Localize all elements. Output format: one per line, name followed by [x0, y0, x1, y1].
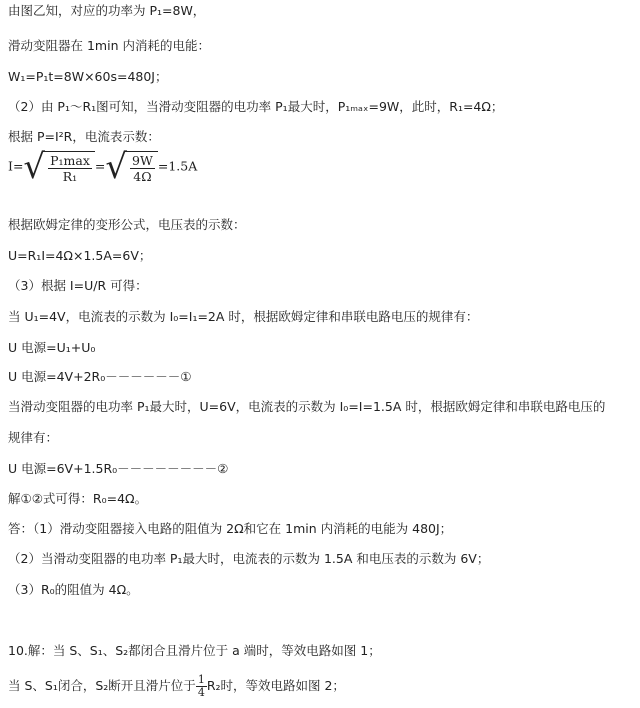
- text-line-6: 根据欧姆定律的变形公式，电压表的示数：: [8, 217, 246, 232]
- sqrt-sign-1: √: [23, 147, 46, 187]
- quarter-den: 4: [197, 686, 205, 699]
- text-line-13: 规律有：: [8, 430, 59, 445]
- text-line-20-part-a: 当 S、S₁闭合，S₂断开且滑片位于: [8, 678, 196, 693]
- formula-num-2: 9W: [132, 152, 153, 168]
- text-line-5: 根据 P=I²R，电流表示数：: [8, 129, 160, 144]
- text-line-14: U 电源=6V+1.5R₀－－－－－－－－②: [8, 461, 229, 476]
- text-line-20-part-b: R₂时，等效电路如图 2；: [206, 678, 345, 693]
- sqrt-sign-2: √: [105, 147, 128, 187]
- formula-den-2: 4Ω: [133, 168, 152, 184]
- formula-den-1: R₁: [62, 168, 78, 184]
- text-line-19: 10.解：当 S、S₁、S₂都闭合且滑片位于 a 端时，等效电路如图 1；: [8, 643, 381, 658]
- current-formula: [8, 147, 198, 187]
- quarter-fraction: [196, 674, 207, 699]
- text-line-17: （2）当滑动变阻器的电功率 P₁最大时，电流表的示数为 1.5A 和电压表的示数为 6V；: [8, 551, 490, 566]
- text-line-7: U=R₁I=4Ω×1.5A=6V；: [8, 248, 152, 263]
- text-line-10: U 电源=U₁+U₀: [8, 340, 96, 355]
- text-line-1: 由图乙知，对应的功率为 P₁=8W，: [8, 3, 206, 18]
- text-line-11: U 电源=4V+2R₀－－－－－－①: [8, 369, 192, 384]
- text-line-4: （2）由 P₁～R₁图可知，当滑动变阻器的电功率 P₁最大时，P₁ₘₐₓ=9W，此时，R₁=4Ω；: [8, 99, 504, 114]
- quarter-num: 1: [197, 673, 205, 686]
- text-line-3: W₁=P₁t=8W×60s=480J；: [8, 69, 168, 84]
- formula-result: =1.5A: [157, 158, 198, 174]
- text-line-8: （3）根据 I=U/R 可得：: [8, 278, 148, 293]
- text-line-15: 解①②式可得：R₀=4Ω。: [8, 491, 148, 506]
- formula-num-1: P₁max: [50, 152, 90, 168]
- text-line-16: 答：（1）滑动变阻器接入电路的阻值为 2Ω和它在 1min 内消耗的电能为 480J；: [8, 521, 453, 536]
- formula-eq: =: [94, 158, 106, 174]
- text-line-18: （3）R₀的阻值为 4Ω。: [8, 582, 139, 597]
- formula-lhs: I=: [8, 158, 24, 174]
- text-line-2: 滑动变阻器在 1min 内消耗的电能：: [8, 38, 210, 53]
- text-line-20: [8, 672, 345, 700]
- text-line-9: 当 U₁=4V，电流表的示数为 I₀=I₁=2A 时，根据欧姆定律和串联电路电压的规律有：: [8, 309, 479, 324]
- text-line-12: 当滑动变阻器的电功率 P₁最大时，U=6V，电流表的示数为 I₀=I=1.5A 时，根据欧姆定律和串联电路电压的: [8, 399, 606, 414]
